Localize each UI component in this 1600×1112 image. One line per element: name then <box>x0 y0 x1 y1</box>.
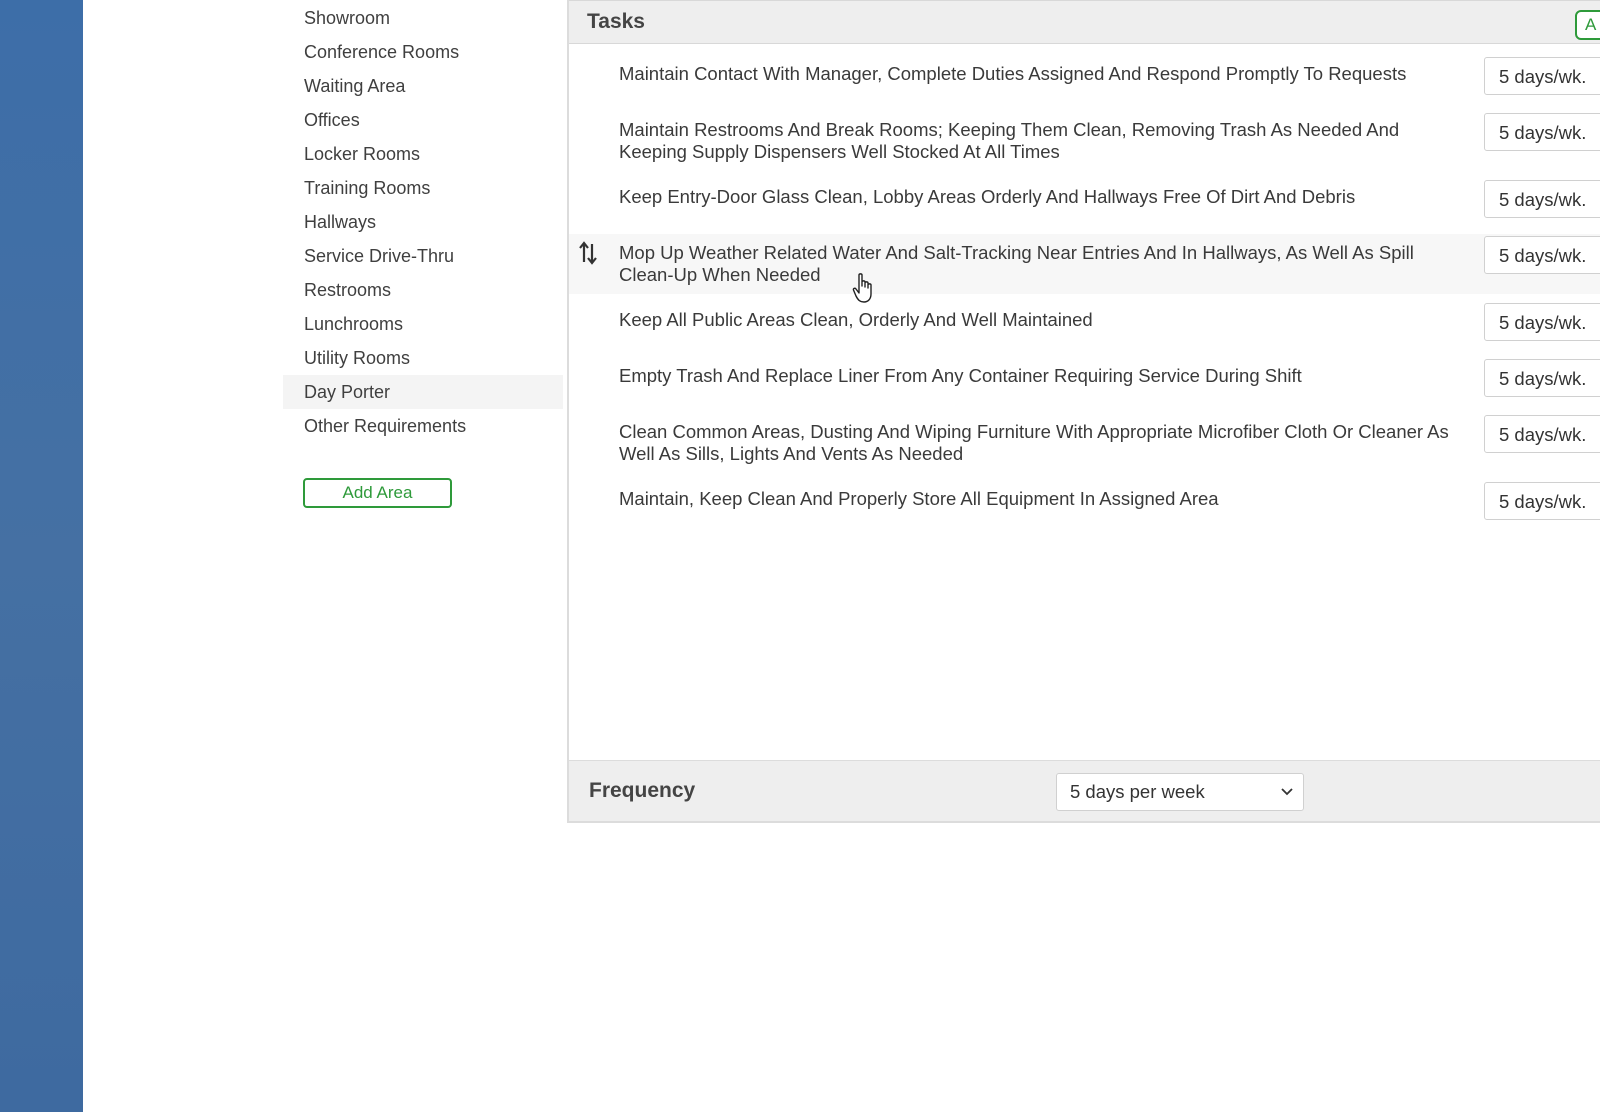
area-item-utility-rooms[interactable]: Utility Rooms <box>304 348 411 368</box>
task-description: Clean Common Areas, Dusting And Wiping Furniture With Appropriate Microfiber Cloth Or Cleaner As Well As Sills, Lights And Vents As Needed <box>619 421 1449 464</box>
task-frequency-field[interactable]: 5 days/wk. <box>1484 113 1600 151</box>
area-item-lunchrooms[interactable]: Lunchrooms <box>304 314 404 334</box>
task-row[interactable] <box>569 111 1600 169</box>
task-row[interactable] <box>569 55 1600 103</box>
area-item-restrooms[interactable]: Restrooms <box>304 280 392 300</box>
task-frequency-field[interactable]: 5 days/wk. <box>1484 359 1600 397</box>
area-item-day-porter[interactable]: Day Porter <box>283 375 563 409</box>
area-item-waiting-area[interactable]: Waiting Area <box>304 76 406 96</box>
task-row[interactable] <box>569 234 1600 294</box>
task-frequency-field[interactable]: 5 days/wk. <box>1484 180 1600 218</box>
add-area-button[interactable]: Add Area <box>303 478 452 508</box>
area-item-conference-rooms[interactable]: Conference Rooms <box>304 42 460 62</box>
tasks-title: Tasks <box>587 10 645 33</box>
task-description: Mop Up Weather Related Water And Salt-Tracking Near Entries And In Hallways, As Well As Spill Clean-Up When Needed <box>619 242 1414 285</box>
area-item-service-drive-thru[interactable]: Service Drive-Thru <box>304 246 455 266</box>
hand-pointer-icon <box>852 272 876 306</box>
task-description: Keep Entry-Door Glass Clean, Lobby Areas Orderly And Hallways Free Of Dirt And Debris <box>619 186 1356 207</box>
area-item-locker-rooms[interactable]: Locker Rooms <box>304 144 421 164</box>
area-item-training-rooms[interactable]: Training Rooms <box>304 178 431 198</box>
chevron-down-icon <box>1281 787 1293 797</box>
task-row[interactable] <box>569 480 1600 528</box>
task-frequency-field[interactable]: 5 days/wk. <box>1484 415 1600 453</box>
task-description: Maintain, Keep Clean And Properly Store All Equipment In Assigned Area <box>619 488 1219 509</box>
task-frequency-field[interactable]: 5 days/wk. <box>1484 236 1600 274</box>
task-description: Maintain Restrooms And Break Rooms; Keeping Them Clean, Removing Trash As Needed And Keeping Supply Dispensers Well Stocked At All Times <box>619 119 1400 162</box>
task-row[interactable] <box>569 357 1600 405</box>
task-row[interactable] <box>569 413 1600 471</box>
task-row[interactable] <box>569 301 1600 349</box>
task-frequency-field[interactable]: 5 days/wk. <box>1484 57 1600 95</box>
add-task-button[interactable]: A <box>1575 10 1600 40</box>
frequency-selected-value: 5 days per week <box>1070 781 1205 802</box>
frequency-label: Frequency <box>589 779 696 802</box>
area-item-hallways[interactable]: Hallways <box>304 212 377 232</box>
task-description: Maintain Contact With Manager, Complete Duties Assigned And Respond Promptly To Requests <box>619 63 1407 84</box>
task-description: Empty Trash And Replace Liner From Any Container Requiring Service During Shift <box>619 365 1302 386</box>
area-item-offices[interactable]: Offices <box>304 110 360 130</box>
tasks-panel <box>567 0 1600 823</box>
task-description: Keep All Public Areas Clean, Orderly And Well Maintained <box>619 309 1093 330</box>
area-item-showroom[interactable]: Showroom <box>304 8 391 28</box>
frequency-select[interactable] <box>1056 773 1304 811</box>
task-frequency-field[interactable]: 5 days/wk. <box>1484 303 1600 341</box>
reorder-arrows-icon[interactable] <box>578 240 598 266</box>
task-frequency-field[interactable]: 5 days/wk. <box>1484 482 1600 520</box>
tasks-header <box>569 0 1600 44</box>
frequency-footer <box>569 760 1600 821</box>
task-row[interactable] <box>569 178 1600 226</box>
left-blue-bar <box>0 0 83 1112</box>
area-item-other-requirements[interactable]: Other Requirements <box>304 416 467 436</box>
